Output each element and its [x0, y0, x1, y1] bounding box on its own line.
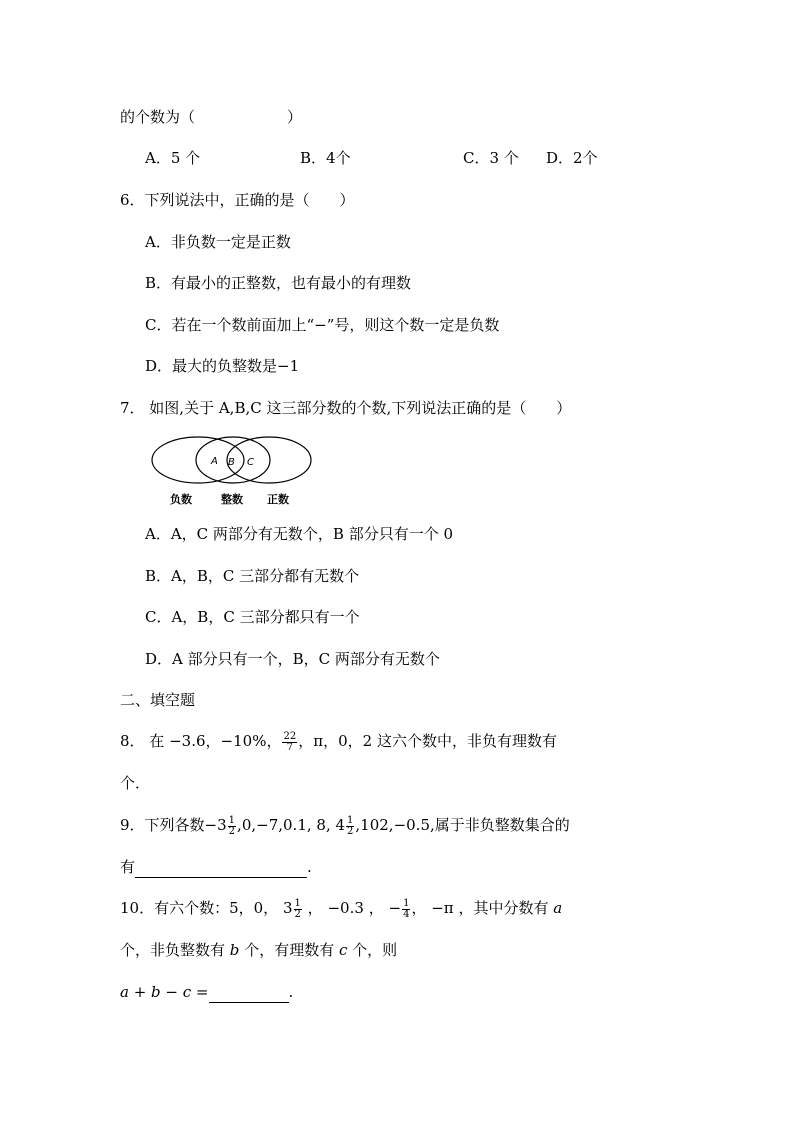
- venn-region-c: C: [247, 457, 254, 468]
- q6-option-b: B．有最小的正整数，也有最小的有理数: [145, 274, 412, 292]
- q5-option-d: D．2个: [546, 149, 598, 167]
- venn-label-integer: 整数: [221, 493, 243, 506]
- q9-answer-blank[interactable]: [135, 861, 307, 878]
- q6-option-d: D．最大的负整数是−1: [145, 357, 300, 375]
- section-title: 二、填空题: [120, 691, 196, 709]
- q9-stem: 9．下列各数−3 $\frac{1}{2}$ ,0,−7,0.1, 8, 4 $\frac{1}{2}$ ,102,−0.5,属于非负整数集合的: [120, 814, 570, 837]
- q7-option-c: C．A，B，C 三部分都只有一个: [145, 608, 360, 626]
- q5-close-paren: ）: [287, 108, 303, 126]
- venn-diagram: [150, 434, 320, 510]
- q8-fraction: $\frac{22}{7}$: [283, 730, 297, 753]
- q10-fraction: $\frac{1}{4}$: [403, 897, 410, 920]
- q5-option-b: B．4个: [300, 149, 351, 167]
- q8-number-1: −3.6: [169, 732, 206, 750]
- q6-stem: 6．下列说法中，正确的是（ ）: [120, 191, 355, 209]
- venn-label-positive: 正数: [267, 493, 289, 506]
- q7-stem: 7． 如图,关于 A,B,C 这三部分数的个数,下列说法正确的是（ ）: [120, 399, 572, 417]
- q9-fraction-1: $\frac{1}{2}$: [228, 814, 236, 837]
- venn-ellipse-positive: [227, 437, 311, 483]
- q5-stem: [120, 106, 302, 128]
- q5-stem-text: 的个数为（: [120, 108, 196, 126]
- q7-option-d: D．A 部分只有一个，B，C 两部分有无数个: [145, 650, 440, 668]
- q7-option-b: B．A，B，C 三部分都有无数个: [145, 567, 360, 585]
- venn-region-b: B: [228, 457, 235, 468]
- q8-line2: 个．: [120, 774, 151, 792]
- q8-number-2: −10%: [220, 732, 267, 750]
- q10-line3: a + b − c = .: [120, 983, 294, 1001]
- q9-line2: 有 .: [120, 858, 312, 876]
- q9-fraction-2: $\frac{1}{2}$: [347, 814, 354, 837]
- venn-label-negative: 负数: [170, 493, 192, 506]
- q5-option-a: A．5 个: [145, 149, 201, 167]
- q6-option-c: C．若在一个数前面加上“−”号，则这个数一定是负数: [145, 316, 500, 334]
- q10-line2: 个，非负整数有 b 个，有理数有 c 个，则: [120, 941, 398, 959]
- q10-stem: 10．有六个数：5，0， 3 $\frac{1}{2}$ ， −0.3 ， − $\frac{1}{4}$ ， −π ，其中分数有 a: [120, 897, 563, 920]
- venn-region-a: A: [211, 456, 218, 467]
- q7-option-a: A．A，C 两部分有无数个，B 部分只有一个 0: [145, 525, 454, 543]
- q5-option-c: C．3 个: [463, 149, 519, 167]
- q10-mixed-fraction: $\frac{1}{2}$: [294, 897, 301, 920]
- q6-option-a: A．非负数一定是正数: [145, 233, 291, 251]
- q10-answer-blank[interactable]: [209, 986, 289, 1003]
- q8-stem: 8． 在 −3.6，−10%， $\frac{22}{7}$ ，π，0，2 这六个数中，非负有理数有: [120, 730, 557, 753]
